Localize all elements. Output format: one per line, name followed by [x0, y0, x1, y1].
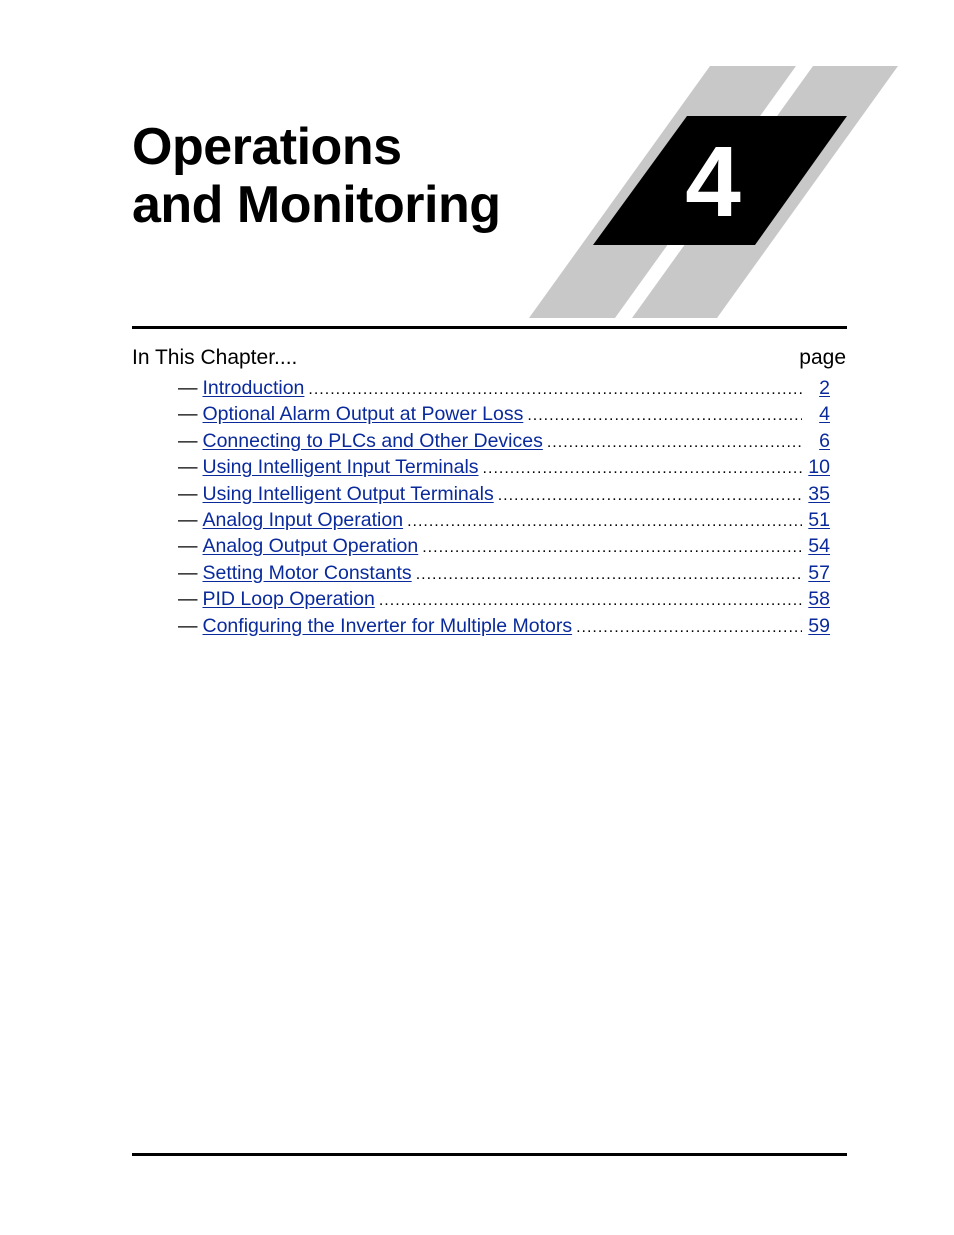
toc-leader: [379, 588, 802, 612]
chapter-title-line-1: Operations: [132, 118, 402, 176]
toc-item: [178, 613, 830, 639]
toc-item: [178, 586, 830, 612]
toc-dash: —: [178, 377, 198, 399]
toc-dash: —: [178, 561, 198, 584]
toc-dash: —: [178, 535, 198, 558]
toc-page-link[interactable]: 4: [819, 403, 830, 426]
toc-page-link[interactable]: 10: [808, 456, 830, 479]
toc-link-analog-input-operation[interactable]: Analog Input Operation: [202, 508, 404, 531]
toc-page-link[interactable]: 35: [808, 482, 830, 505]
toc-page-link[interactable]: 54: [808, 535, 830, 558]
toc-link-configuring-multiple-motors[interactable]: Configuring the Inverter for Multiple Motors: [202, 614, 573, 637]
toc-dash: —: [178, 508, 198, 531]
toc-page-heading: page: [799, 346, 846, 369]
toc-heading: In This Chapter....: [132, 346, 298, 369]
toc-item: [178, 375, 830, 401]
toc-item: [178, 428, 830, 454]
toc-leader: [407, 509, 802, 533]
toc-link-intelligent-input-terminals[interactable]: Using Intelligent Input Terminals: [202, 456, 479, 479]
toc-header: [132, 344, 846, 372]
toc-link-intelligent-output-terminals[interactable]: Using Intelligent Output Terminals: [202, 482, 494, 505]
chapter-number: 4: [685, 126, 741, 238]
toc-leader: [416, 562, 802, 586]
toc-dash: —: [178, 429, 198, 452]
table-of-contents: [178, 375, 830, 639]
toc-item: [178, 401, 830, 427]
toc-page-link[interactable]: 6: [819, 429, 830, 452]
toc-leader: [483, 456, 802, 480]
toc-dash: —: [178, 456, 198, 479]
toc-leader: [422, 535, 802, 559]
toc-dash: —: [178, 403, 198, 426]
toc-leader: [576, 615, 802, 639]
toc-link-optional-alarm-output[interactable]: Optional Alarm Output at Power Loss: [202, 403, 524, 426]
toc-leader: [527, 403, 802, 427]
toc-link-setting-motor-constants[interactable]: Setting Motor Constants: [202, 561, 412, 584]
toc-page-link[interactable]: 2: [819, 377, 830, 399]
chapter-title-line-2: and Monitoring: [132, 176, 501, 234]
toc-item: [178, 533, 830, 559]
toc-leader: [308, 377, 802, 401]
toc-link-analog-output-operation[interactable]: Analog Output Operation: [202, 535, 419, 558]
toc-page-link[interactable]: 58: [808, 588, 830, 611]
toc-leader: [498, 483, 802, 507]
toc-leader: [547, 430, 802, 454]
toc-item: [178, 560, 830, 586]
toc-dash: —: [178, 614, 198, 637]
toc-page-link[interactable]: 51: [808, 508, 830, 531]
top-divider: [132, 326, 847, 329]
toc-link-connecting-to-plcs[interactable]: Connecting to PLCs and Other Devices: [202, 429, 543, 452]
toc-dash: —: [178, 588, 198, 611]
toc-item: [178, 481, 830, 507]
toc-item: [178, 507, 830, 533]
toc-link-pid-loop-operation[interactable]: PID Loop Operation: [202, 588, 375, 611]
toc-dash: —: [178, 482, 198, 505]
chapter-title: [132, 118, 500, 234]
toc-page-link[interactable]: 59: [808, 614, 830, 637]
toc-link-introduction[interactable]: Introduction: [202, 377, 305, 399]
chapter-badge-graphic: [528, 66, 900, 318]
toc-page-link[interactable]: 57: [808, 561, 830, 584]
bottom-divider: [132, 1153, 847, 1156]
toc-item: [178, 454, 830, 480]
